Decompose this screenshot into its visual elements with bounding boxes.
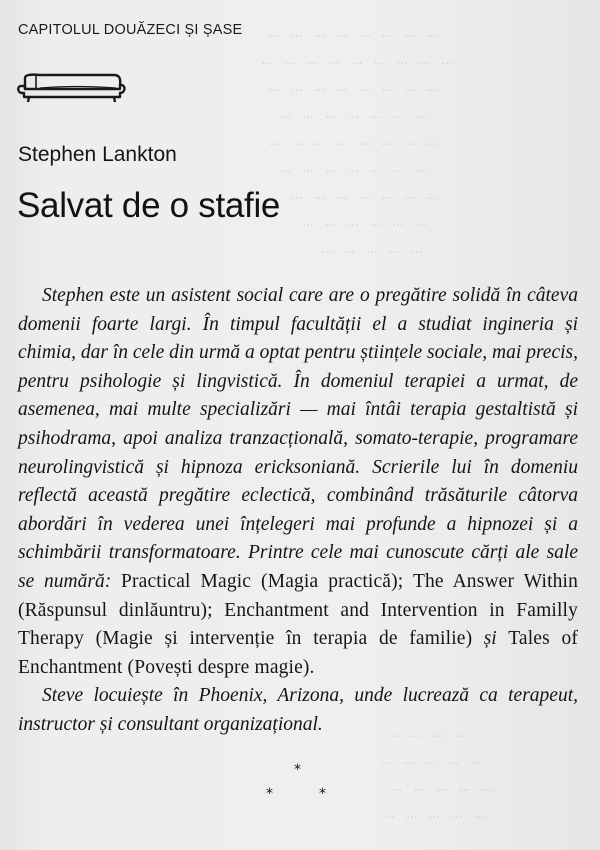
asterism-icon: *: [294, 762, 301, 778]
asterism-icon: *: [266, 786, 273, 802]
bio-paragraph-1: [18, 282, 578, 682]
show-through-text-bottom: ... ... ... ... ... ... ... ... ... ... ... ... ... ... ... ... ... ... ...: [380, 725, 493, 822]
author-name: Stephen Lankton: [18, 143, 177, 166]
book-separator: ;: [397, 570, 413, 592]
book-title-4: Tales of Enchantment (Povești despre magie).: [18, 628, 579, 678]
book-separator: ;: [207, 599, 225, 621]
story-title: Salvat de o stafie: [17, 186, 281, 225]
couch-icon: [16, 72, 128, 104]
bio-intro-text: Stephen este un asistent social care are o pregătire solidă în câteva domenii foarte largi. În timpul facultății el a studiat ingineria și chimia, dar în cele din urmă a optat pentru științele sociale, mai precis, pentru psihologie și lingvistică. În domeniul terapiei a urmat, de asemenea, mai multe specializări — mai întâi terapia gestaltistă și psihodrama, apoi analiza tranzacțională, somato-terapie, programare neurolingvistică și hipnoza ericksoniană. Scrierile lui în domeniu reflectă această pregătire eclectică, combinând trăsăturile câtorva abordări în vederea unei înțelegeri mai profunde a hipnozei și a schimbării transformatoare. Printre cele mai cunoscute cărți ale sale se numără:: [18, 285, 578, 592]
book-title-3: Enchantment and Intervention in Familly Therapy (Magie și intervenție în terapia de familie): [18, 599, 579, 650]
book-title-1: Practical Magic (Magia practică): [121, 570, 398, 592]
asterism-icon: *: [319, 786, 326, 802]
chapter-label: CAPITOLUL DOUĂZECI ȘI ȘASE: [18, 22, 243, 38]
bio-paragraph-2: Steve locuiește în Phoenix, Arizona, unde lucrează ca terapeut, instructor și consultant organizațional.: [18, 685, 578, 735]
author-bio: [18, 282, 578, 740]
show-through-text-top: ... ... ... ... ... ... ... ... ... ... ... ... ... ... ... ... ... ... ... ... ... ... ... ... ... ... ... ... ... ... ... ... ... ... ... ... ... ... ... ... ... ... ... ... ... ... ... ... ... ... ... ... ... ... ... ... ... ... ... ... ... ... ... ... ...: [261, 25, 453, 257]
book-title-2: The Answer Within (Răspunsul dinlăuntru): [18, 570, 579, 621]
book-conjunction: și: [472, 628, 509, 650]
